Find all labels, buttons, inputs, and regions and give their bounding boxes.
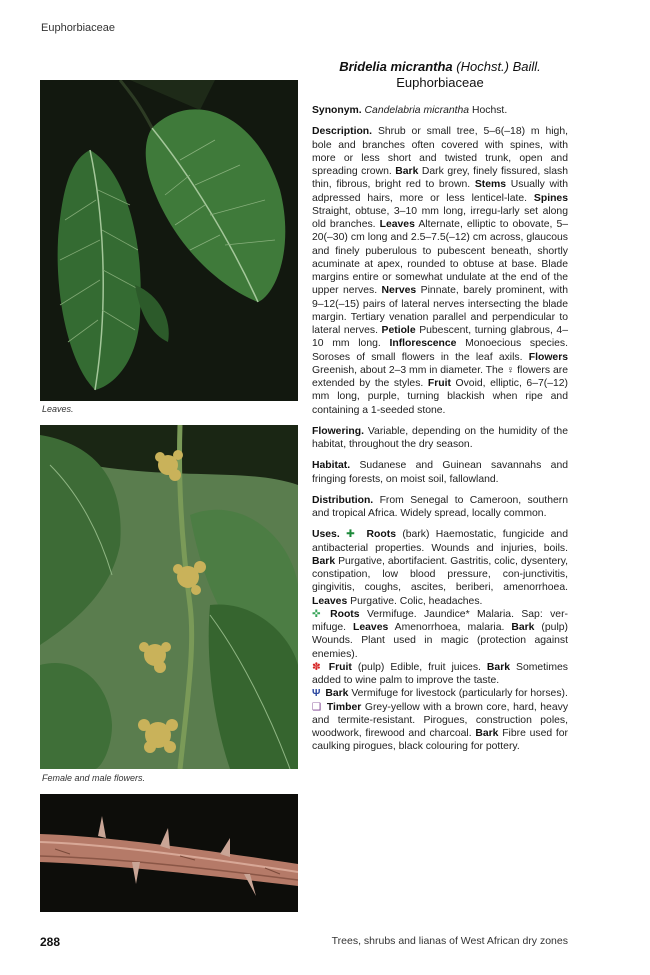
flowers-photo [40,425,298,769]
spiny-stem-photo [40,794,298,912]
running-head: Euphorbiaceae [41,22,116,34]
uses-timber: ❑ Timber Grey-yellow with a brown core, hard, heavy and termite-resistant. Pirogues, construction poles, woodwork, firewood and charcoal. Bark Fibre used for caulking pirogues, black colouring for pottery. [312,701,569,753]
habitat-paragraph: Habitat. Sudanese and Guinean savannahs and fringing forests, on moist soil, fallowland. [312,460,568,485]
species-title [312,58,568,75]
uses-veterinary: ✜ Roots Vermifuge. Jaundice* Malaria. Sap: ver-mifuge. Leaves Amenorrhoea, malaria. Bark (pulp) Wounds. Plant used in magic (protection against enemies). [312,608,568,660]
timber-box-icon: ❑ [312,701,322,713]
figure-caption-flowers: Female and male flowers. [42,773,146,783]
figure-caption-leaves: Leaves. [42,404,74,414]
uses-medicinal: Uses. ✚ Roots (bark) Haemostatic, fungicide and antibacterial properties. Wounds and injuries, boils. Bark Purgative, abortifacient. Gastritis, colic, dysentery, constipation, low blood pressure, con-junctivitis, gingivitis, coughs, ascites, beriberi, amenorrhoea. Leaves Purgative. Colic, headaches. [312,529,569,607]
food-star-icon: ✽ [312,661,321,673]
distribution-paragraph: Distribution. From Senegal to Cameroon, southern and tropical Africa. Widely spread, locally common. [312,494,568,519]
uses-fodder: Ψ Bark Vermifuge for livestock (particularly for horses). [312,688,568,700]
family-name: Euphorbiaceae [396,75,484,90]
page-number: 288 [40,935,61,949]
medicinal-cross-icon: ✚ [346,529,359,541]
uses-food: ✽ Fruit (pulp) Edible, fruit juices. Bark Sometimes added to wine palm to improve the taste. [312,661,568,686]
veterinary-cross-icon: ✜ [312,608,321,620]
description-paragraph: Description. Shrub or small tree, 5–6(–18) m high, bole and branches often covered with spines, with more or less short and twisted trunk, open and spreading crown. Bark Dark grey, finely fissured, slash thin, fibrous, bright red to brown. Stems Usually with adpressed hairs, more or less lenticel-late. Spines Straight, obtuse, 3–10 mm long, irregu-larly set along old branches. Leaves Alternate, elliptic to obovate, 5–20(–30) cm long and 2.5–7.5(–12) cm across, glaucous and finely puberulous to pubescent beneath, shortly acuminate at apex, rounded to obtuse at base. Blade margins entire or somewhat undulate at the end of the upper nerves. Nerves Pinnate, barely prominent, with 9–12(–15) pairs of lateral nerves intersecting the blade margin. Tertiary venation parallel and perpendicular to lateral nerves. Petiole Pubescent, turning glabrous, 4–10 mm long. Inflorescence Monoecious species. Soroses of small flowers in the leaf axils. Flowers Greenish, about 2–3 mm in diameter. The ♀ flowers are extended by the styles. Fruit Ovoid, elliptic, 6–7(–12) mm long, purple, turning blackish when ripe and containing a 1-seeded stone. [312,126,569,416]
fodder-psi-icon: Ψ [312,688,321,700]
species-text [312,104,568,754]
synonym-paragraph: Synonym. Candelabria micrantha Hochst. [312,105,508,116]
species-name: Bridelia micrantha [339,59,453,74]
species-title-block [312,58,568,91]
leaves-photo [40,80,298,401]
species-authority: (Hochst.) Baill. [456,59,541,74]
book-title: Trees, shrubs and lianas of West African dry zones [331,935,568,947]
flowering-paragraph: Flowering. Variable, depending on the humidity of the habitat, throughout the dry season. [312,425,568,450]
